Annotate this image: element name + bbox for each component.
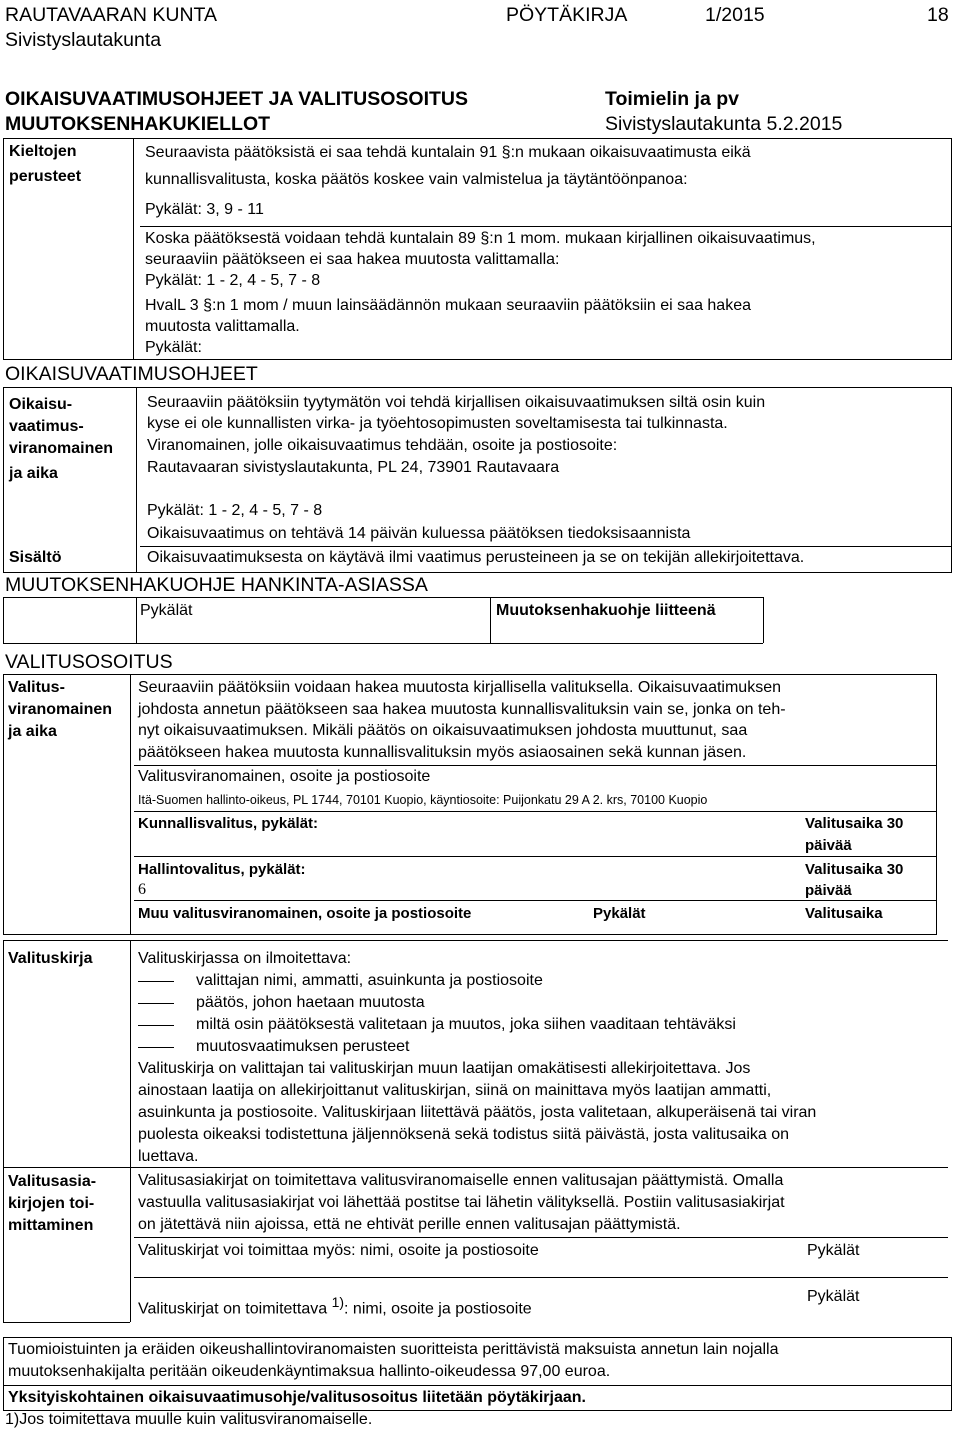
asiakirjat-label: kirjojen toi-	[8, 1195, 95, 1212]
divider	[136, 387, 137, 572]
pykalat: Pykälät: 1 - 2, 4 - 5, 7 - 8	[147, 502, 323, 519]
valitusaika: Valitusaika 30	[805, 861, 904, 878]
hallintovalitus-value: 6	[138, 881, 146, 898]
divider	[3, 1322, 130, 1323]
hvall-text: HvalL 3 §:n 1 mom / muun lainsäädännön mukaan seuraaviin päätöksiin ei saa hakea	[145, 297, 751, 314]
valitus-label: viranomainen	[8, 701, 113, 718]
document-number: 1/2015	[705, 4, 765, 26]
toimitus-pykalat: Pykälät	[807, 1242, 860, 1259]
footer-note-bold: Yksityiskohtainen oikaisuvaatimusohje/valitusosoitus liitetään pöytäkirjaan.	[8, 1389, 586, 1406]
dash-bullet	[138, 981, 174, 982]
divider	[490, 597, 491, 643]
valituskirja-label: Valituskirja	[8, 950, 93, 967]
valitus-label: Valitus-	[8, 679, 65, 696]
dash-bullet	[138, 1047, 174, 1048]
divider	[130, 674, 131, 934]
asiakirjat-text: Valitusasiakirjat on toimitettava valitusviranomaiselle ennen valitusajan päättymistä. Omalla	[138, 1172, 784, 1189]
divider	[3, 1167, 948, 1168]
divider	[3, 387, 4, 572]
divider	[136, 597, 137, 643]
sisalto-label: Sisältö	[9, 549, 62, 566]
toimielin-value: Sivistyslautakunta 5.2.2015	[605, 113, 843, 135]
oikaisu-label: ja aika	[9, 465, 58, 482]
valitus-label: ja aika	[8, 723, 57, 740]
valituskirja-item: miltä osin päätöksestä valitetaan ja muutos, joka siihen vaaditaan tehtäväksi	[196, 1016, 736, 1033]
footer-text: muutoksenhakijalta peritään oikeudenkäyntimaksua hallinto-oikeudessa 97,00 euroa.	[8, 1363, 611, 1380]
footer-text: Tuomioistuinten ja eräiden oikeushallintoviranomaisten suoritteista perittävistä maksuista annetun lain nojalla	[8, 1341, 779, 1358]
pykalat: Pykälät: 1 - 2, 4 - 5, 7 - 8	[145, 272, 321, 289]
divider	[3, 940, 4, 1322]
oikaisu-text: kyse ei ole kunnallisten virka- ja työehtosopimusten soveltamisesta tai tulkinnasta.	[147, 415, 728, 432]
page-number: 18	[927, 4, 949, 26]
divider	[3, 387, 952, 388]
hankinta-pykalat: Pykälät	[140, 602, 193, 619]
divider	[3, 597, 4, 643]
hvall-text: muutosta valittamalla.	[145, 318, 300, 335]
muu-valitusaika: Valitusaika	[805, 905, 883, 922]
divider	[134, 811, 936, 812]
valitus-heading: VALITUSOSOITUS	[5, 651, 173, 673]
toimielin-label: Toimielin ja pv	[605, 88, 739, 110]
valituskirja-text: puolesta oikeaksi todistettuna jäljennöksenä sekä todistus siitä päivästä, josta valitusaika on	[138, 1126, 790, 1143]
divider	[3, 674, 937, 675]
oikaisu-label: vaatimus-	[9, 418, 84, 435]
pykalat: Pykälät:	[145, 339, 202, 356]
divider	[134, 765, 936, 766]
divider	[936, 674, 937, 934]
asiakirjat-label: Valitusasia-	[8, 1173, 97, 1190]
valitusaika-unit: päivää	[805, 837, 852, 854]
divider	[3, 572, 952, 573]
divider	[763, 597, 764, 643]
valitusaika: Valitusaika 30	[805, 815, 904, 832]
divider	[134, 1277, 948, 1278]
asiakirjat-text: vastuulla valitusasiakirjat voi lähettää postitse tai lähetin välityksellä. Postiin valitusasiakirjat	[138, 1194, 785, 1211]
valituskirja-item: valittajan nimi, ammatti, asuinkunta ja postiosoite	[196, 972, 543, 989]
divider	[3, 674, 4, 934]
divider	[140, 226, 951, 227]
divider	[133, 138, 134, 359]
toimitus-text: : nimi, osoite ja postiosoite	[344, 1300, 532, 1318]
divider	[3, 138, 952, 139]
kieltojen-text: Seuraavista päätöksistä ei saa tehdä kuntalain 91 §:n mukaan oikaisuvaatimusta eikä	[145, 144, 751, 161]
divider	[3, 1337, 4, 1411]
valituskirja-item: muutosvaatimuksen perusteet	[196, 1038, 410, 1055]
org-name: RAUTAVAARAN KUNTA	[5, 4, 217, 26]
hankinta-liite: Muutoksenhakuohje liitteenä	[496, 602, 716, 619]
valituskirja-text: asuinkunta ja postiosoite. Valituskirjaan liitettävä päätös, josta valitetaan, alkuperäisenä tai viran	[138, 1104, 817, 1121]
koska-text: seuraaviin päätökseen ei saa hakea muutosta valittamalla:	[145, 251, 560, 268]
hankinta-heading: MUUTOKSENHAKUOHJE HANKINTA-ASIASSA	[5, 574, 428, 596]
footnote-mark: 1)	[331, 1294, 345, 1310]
divider	[951, 387, 952, 572]
toimitus-text: Valituskirjat on toimitettava	[138, 1300, 328, 1318]
divider	[134, 856, 936, 857]
valituskirja-text: luettava.	[138, 1148, 199, 1165]
kieltojen-label: Kieltojen	[9, 143, 77, 160]
toimitus-line: Valituskirjat voi toimittaa myös: nimi, osoite ja postiosoite	[138, 1242, 539, 1259]
valitus-text: nyt oikaisuvaatimuksen. Mikäli päätös on oikaisuvaatimuksen johdosta muuttunut, saa	[138, 722, 748, 739]
section-title-2: MUUTOKSENHAKUKIELLOT	[5, 113, 271, 135]
divider	[3, 934, 937, 935]
sisalto-text: Oikaisuvaatimuksesta on käytävä ilmi vaatimus perusteineen ja se on tekijän allekirjoitettava.	[147, 549, 805, 566]
hallinto-oikeus-address: Itä-Suomen hallinto-oikeus, PL 1744, 70101 Kuopio, käyntiosoite: Puijonkatu 29 A 2. krs, 70100 Kuopio	[138, 793, 708, 807]
kieltojen-label: perusteet	[9, 168, 82, 185]
kieltojen-text: kunnallisvalitusta, koska päätös koskee vain valmistelua ja täytäntöönpanoa:	[145, 171, 688, 188]
divider	[3, 359, 952, 360]
divider	[3, 138, 4, 359]
document-type: PÖYTÄKIRJA	[506, 4, 628, 26]
koska-text: Koska päätöksestä voidaan tehdä kuntalain 89 §:n 1 mom. mukaan kirjallinen oikaisuvaatimus,	[145, 230, 816, 247]
valitus-text: johdosta annetun päätökseen saa hakea muutosta kunnallisvalituksin vain se, jonka on teh-	[138, 701, 786, 718]
divider	[3, 643, 763, 644]
asiakirjat-text: on jätettävä niin ajoissa, että ne ehtivät perille ennen valitusajan päättymistä.	[138, 1216, 681, 1233]
kunnallisvalitus-label: Kunnallisvalitus, pykälät:	[138, 815, 319, 832]
divider	[951, 1337, 952, 1411]
dash-bullet	[138, 1025, 174, 1026]
asiakirjat-label: mittaminen	[8, 1217, 94, 1234]
oikaisu-text: Rautavaaran sivistyslautakunta, PL 24, 73901 Rautavaara	[147, 459, 560, 476]
valituskirja-intro: Valituskirjassa on ilmoitettava:	[138, 950, 352, 967]
muu-viranomainen-label: Muu valitusviranomainen, osoite ja postiosoite	[138, 905, 472, 922]
divider	[3, 597, 763, 598]
oikaisu-heading: OIKAISUVAATIMUSOHJEET	[5, 363, 258, 385]
divider	[140, 546, 951, 547]
toimitus-pykalat: Pykälät	[807, 1288, 860, 1305]
department: Sivistyslautakunta	[5, 29, 162, 51]
valituskirja-text: Valituskirja on valittajan tai valituskirjan muun laatijan omakätisesti allekirjoitettava. Jos	[138, 1060, 751, 1077]
oikaisu-label: Oikaisu-	[9, 396, 73, 413]
hallintovalitus-label: Hallintovalitus, pykälät:	[138, 861, 306, 878]
divider	[134, 1237, 948, 1238]
valituskirja-text: ainostaan laatija on allekirjoittanut valituskirjan, siinä on mainittava myös laatijan ammatti,	[138, 1082, 772, 1099]
muu-pykalat: Pykälät	[593, 905, 646, 922]
divider	[134, 900, 936, 901]
oikaisu-label: viranomainen	[9, 440, 114, 457]
toimitus-line	[138, 1294, 532, 1319]
divider	[951, 138, 952, 359]
valitusaika-unit: päivää	[805, 882, 852, 899]
oikaisu-text: Viranomainen, jolle oikaisuvaatimus tehdään, osoite ja postiosoite:	[147, 437, 618, 454]
valituskirja-item: päätös, johon haetaan muutosta	[196, 994, 425, 1011]
section-title-1: OIKAISUVAATIMUSOHJEET JA VALITUSOSOITUS	[5, 88, 468, 110]
valitus-text: päätökseen hakea muutosta kunnallisvalituksin myös asiaosainen sekä kunnan jäsen.	[138, 744, 747, 761]
valitusviranomainen-label: Valitusviranomainen, osoite ja postiosoite	[138, 768, 431, 785]
oikaisu-text: Seuraaviin päätöksiin tyytymätön voi tehdä kirjallisen oikaisuvaatimuksen siltä osin kuin	[147, 394, 766, 411]
divider	[3, 1337, 952, 1338]
footnote: 1)Jos toimitettava muulle kuin valitusviranomaiselle.	[5, 1411, 373, 1428]
divider	[130, 940, 131, 1322]
valitus-text: Seuraaviin päätöksiin voidaan hakea muutosta kirjallisella valituksella. Oikaisuvaatimuksen	[138, 679, 781, 696]
divider	[3, 1385, 952, 1386]
dash-bullet	[138, 1003, 174, 1004]
pykalat: Pykälät: 3, 9 - 11	[145, 201, 264, 218]
oikaisu-aika: Oikaisuvaatimus on tehtävä 14 päivän kuluessa päätöksen tiedoksisaannista	[147, 525, 691, 542]
divider	[3, 940, 948, 941]
